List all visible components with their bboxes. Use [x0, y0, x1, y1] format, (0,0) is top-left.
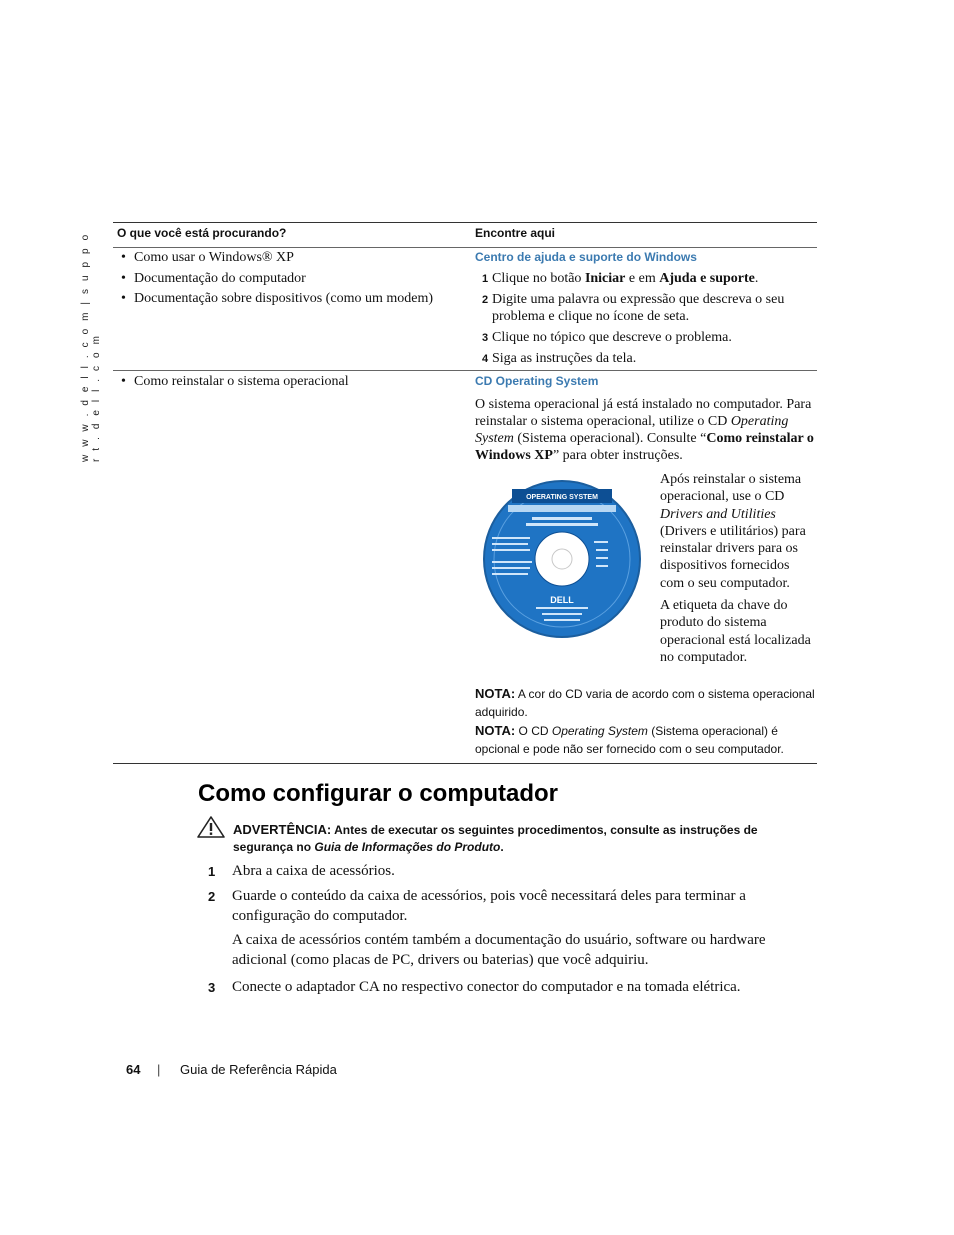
list-item: 3 Clique no tópico que descreve o problema. [482, 330, 732, 345]
list-item: • Documentação do computador [121, 269, 433, 290]
list-item: • Documentação sobre dispositivos (como um modem) [121, 289, 433, 310]
row2-bullet-list [121, 372, 349, 393]
cd-drivers-text: Após reinstalar o sistema operacional, use o CD Drivers and Utilities (Drivers e utilitários) para reinstalar drivers para os dispositivos fornecidos com o seu computador. [660, 472, 806, 591]
cd-product-key-text: A etiqueta da chave do produto do sistema operacional está localizada no computador. [660, 598, 811, 665]
note-label: NOTA: [475, 723, 516, 738]
page-number: 64 [126, 1062, 141, 1077]
footer-title: Guia de Referência Rápida [180, 1062, 337, 1077]
list-item: 1 Clique no botão Iniciar e em Ajuda e suporte. [482, 271, 759, 286]
cd-brand: DELL [550, 595, 574, 605]
column-header-left: O que você está procurando? [117, 226, 287, 240]
cd-os-title: CD Operating System [475, 374, 599, 388]
note-cd-color: NOTA: A cor do CD varia de acordo com o sistema operacional adquirido. [475, 686, 815, 719]
windows-suffix: ® XP [261, 250, 294, 265]
column-header-right: Encontre aqui [475, 226, 556, 240]
warning-icon [197, 816, 225, 838]
list-item: • Como usar o Windows® XP [121, 248, 433, 269]
table-top-rule [113, 222, 817, 223]
list-item: 2 Digite uma palavra ou expressão que descreva o seu problema e clique no ícone de seta. [482, 292, 785, 324]
warning-label: ADVERTÊNCIA: [233, 822, 332, 837]
footer-separator: | [157, 1062, 161, 1077]
note-cd-optional: NOTA: O CD Operating System (Sistema operacional) é opcional e pode não ser fornecido com o seu computador. [475, 723, 784, 756]
note-label: NOTA: [475, 686, 516, 701]
setup-step-2-extra: A caixa de acessórios contém também a documentação do usuário, software ou hardware adicional (como placas de PC, drivers ou baterias) que você adquiriu. [232, 932, 766, 968]
cd-label-top: OPERATING SYSTEM [526, 494, 598, 501]
warning-text: ADVERTÊNCIA: Antes de executar os seguintes procedimentos, consulte as instruções de segurança no Guia de Informações do Produto. [233, 822, 758, 854]
list-item: • Como reinstalar o sistema operacional [121, 372, 349, 393]
list-item: 4 Siga as instruções da tela. [482, 351, 637, 366]
setup-step-1: 1 Abra a caixa de acessórios. [208, 863, 395, 879]
setup-step-2: 2 Guarde o conteúdo da caixa de acessórios, pois você necessitará deles para terminar a configuração do computador. [208, 888, 746, 924]
section-heading: Como configurar o computador [198, 780, 558, 807]
help-center-steps [482, 270, 802, 371]
cd-os-paragraph: O sistema operacional já está instalado no computador. Para reinstalar o sistema operacional, utilize o CD Operating System (Sistema operacional). Consulte “Como reinstalar o Windows XP” para obter instruções. [475, 397, 814, 463]
cd-image [482, 479, 642, 639]
setup-step-3: 3 Conecte o adaptador CA no respectivo conector do computador e na tomada elétrica. [208, 979, 741, 995]
help-center-title: Centro de ajuda e suporte do Windows [475, 250, 697, 264]
side-url: w w w . d e l l . c o m | s u p p o r t . d e l l . c o m [80, 232, 102, 462]
row-divider [113, 370, 817, 371]
row1-bullet-list [121, 248, 433, 310]
table-bottom-rule [113, 763, 817, 764]
